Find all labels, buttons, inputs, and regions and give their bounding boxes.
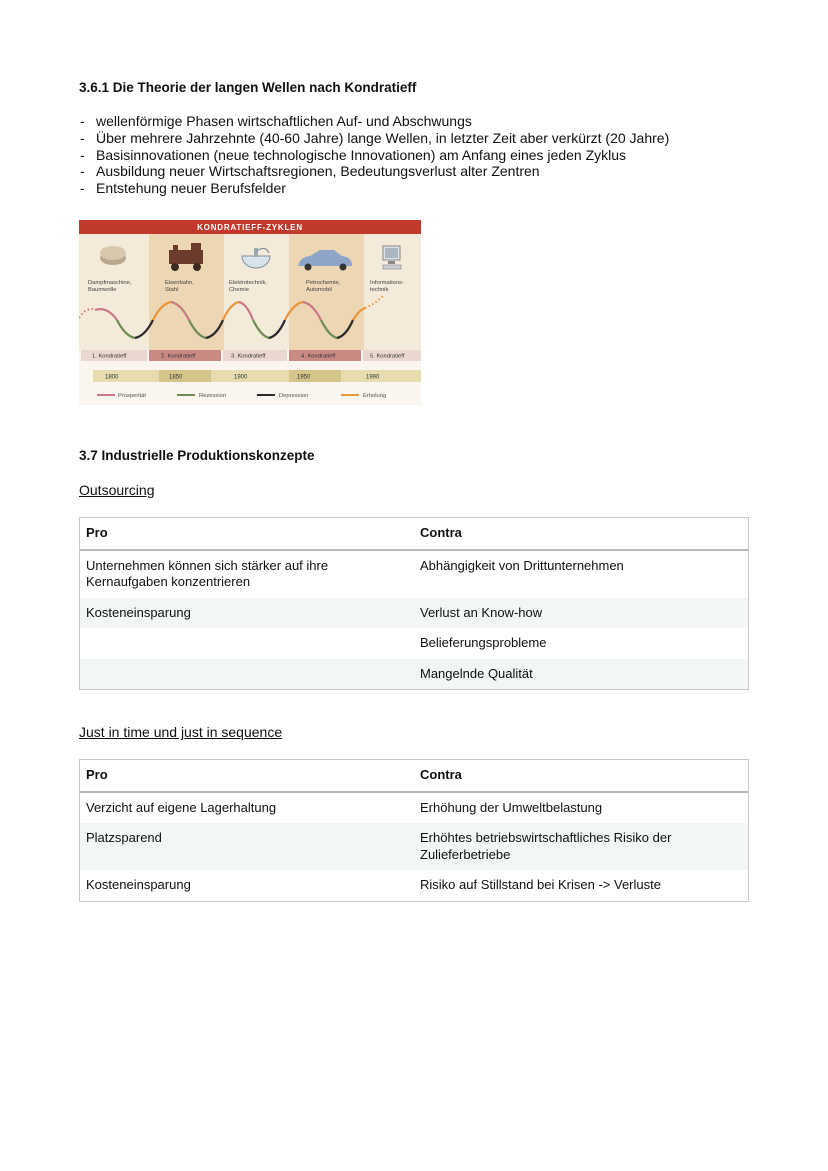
just-in-time-table (79, 759, 749, 902)
table-row (80, 659, 749, 690)
legend-label: Prosperität (118, 393, 147, 399)
innovation-label: Chemie (229, 287, 249, 293)
table-cell: Verlust an Know-how (414, 598, 749, 629)
table-cell: Erhöhtes betriebswirtschaftliches Risiko der Zulieferbetriebe (414, 823, 749, 870)
year-highlight (159, 370, 211, 382)
cycle-label: 4. Kondratieff (301, 353, 336, 360)
legend-label: Depression (279, 393, 309, 399)
year-label: 1900 (234, 374, 248, 381)
table-row (80, 792, 749, 824)
outsourcing-label: Outsourcing (79, 482, 155, 498)
cycle-label: 3. Kondratieff (231, 353, 266, 360)
table-cell: Risiko auf Stillstand bei Krisen -> Verluste (414, 870, 749, 901)
table-cell (80, 628, 415, 659)
table-row (80, 550, 749, 598)
table-row (80, 628, 749, 659)
table-cell: Kosteneinsparung (80, 598, 415, 629)
legend-label: Rezession (199, 393, 227, 399)
innovation-label: Automobil (306, 287, 332, 293)
table-cell: Kosteneinsparung (80, 870, 415, 901)
bullet-item: - Basisinnovationen (neue technologische Innovationen) am Anfang eines jeden Zyklus (79, 147, 669, 164)
table-row (80, 823, 749, 870)
innovation-label: Baumwolle (88, 287, 117, 293)
bullet-item: - Ausbildung neuer Wirtschaftsregionen, Bedeutungsverlust alter Zentren (79, 163, 669, 180)
innovation-label: technik (370, 287, 389, 293)
year-label: 1850 (169, 374, 183, 381)
year-label: 1950 (297, 374, 311, 381)
figure-title: KONDRATIEFF-ZYKLEN (197, 223, 303, 232)
cycle-label: 5. Kondratieff (370, 353, 405, 360)
year-label: 1990 (366, 374, 380, 381)
bullet-item: - wellenförmige Phasen wirtschaftlichen Auf- und Abschwungs (79, 113, 669, 130)
cycle-label: 2. Kondratieff (161, 353, 196, 360)
innovation-label: Eisenbahn, (165, 280, 195, 286)
kondratieff-figure (79, 220, 421, 405)
table-cell (80, 659, 415, 690)
bullet-list (79, 113, 669, 197)
table-cell: Mangelnde Qualität (414, 659, 749, 690)
innovation-label: Petrochemie, (306, 280, 341, 286)
table-cell: Belieferungsprobleme (414, 628, 749, 659)
section-title-produktion: 3.7 Industrielle Produktionskonzepte (79, 448, 315, 463)
innovation-label: Elektrotechnik, (229, 280, 268, 286)
section-title-kondratieff: 3.6.1 Die Theorie der langen Wellen nach Kondratieff (79, 80, 417, 95)
table-header: Pro (80, 518, 415, 550)
table-header: Pro (80, 760, 415, 792)
innovation-label: Informations- (370, 280, 404, 286)
cotton-bale-icon (100, 246, 126, 265)
year-label: 1800 (105, 374, 119, 381)
table-row (80, 598, 749, 629)
computer-icon (383, 246, 401, 269)
just-in-time-label: Just in time und just in sequence (79, 724, 283, 740)
legend-label: Erholung (363, 393, 387, 399)
table-row (80, 870, 749, 901)
table-cell: Verzicht auf eigene Lagerhaltung (80, 792, 415, 824)
table-cell: Platzsparend (80, 823, 415, 870)
table-header: Contra (414, 760, 749, 792)
cycle-label: 1. Kondratieff (92, 353, 127, 360)
table-header: Contra (414, 518, 749, 550)
table-cell: Unternehmen können sich stärker auf ihre Kernaufgaben konzentrieren (80, 550, 415, 598)
bullet-item: - Entstehung neuer Berufsfelder (79, 180, 669, 197)
innovation-label: Dampfmaschine, (88, 280, 132, 286)
table-cell: Erhöhung der Umweltbelastung (414, 792, 749, 824)
bullet-item: - Über mehrere Jahrzehnte (40-60 Jahre) lange Wellen, in letzter Zeit aber verkürzt (20 Jahre) (79, 130, 669, 147)
table-cell: Abhängigkeit von Drittunternehmen (414, 550, 749, 598)
innovation-label: Stahl (165, 287, 179, 293)
outsourcing-table (79, 517, 749, 690)
